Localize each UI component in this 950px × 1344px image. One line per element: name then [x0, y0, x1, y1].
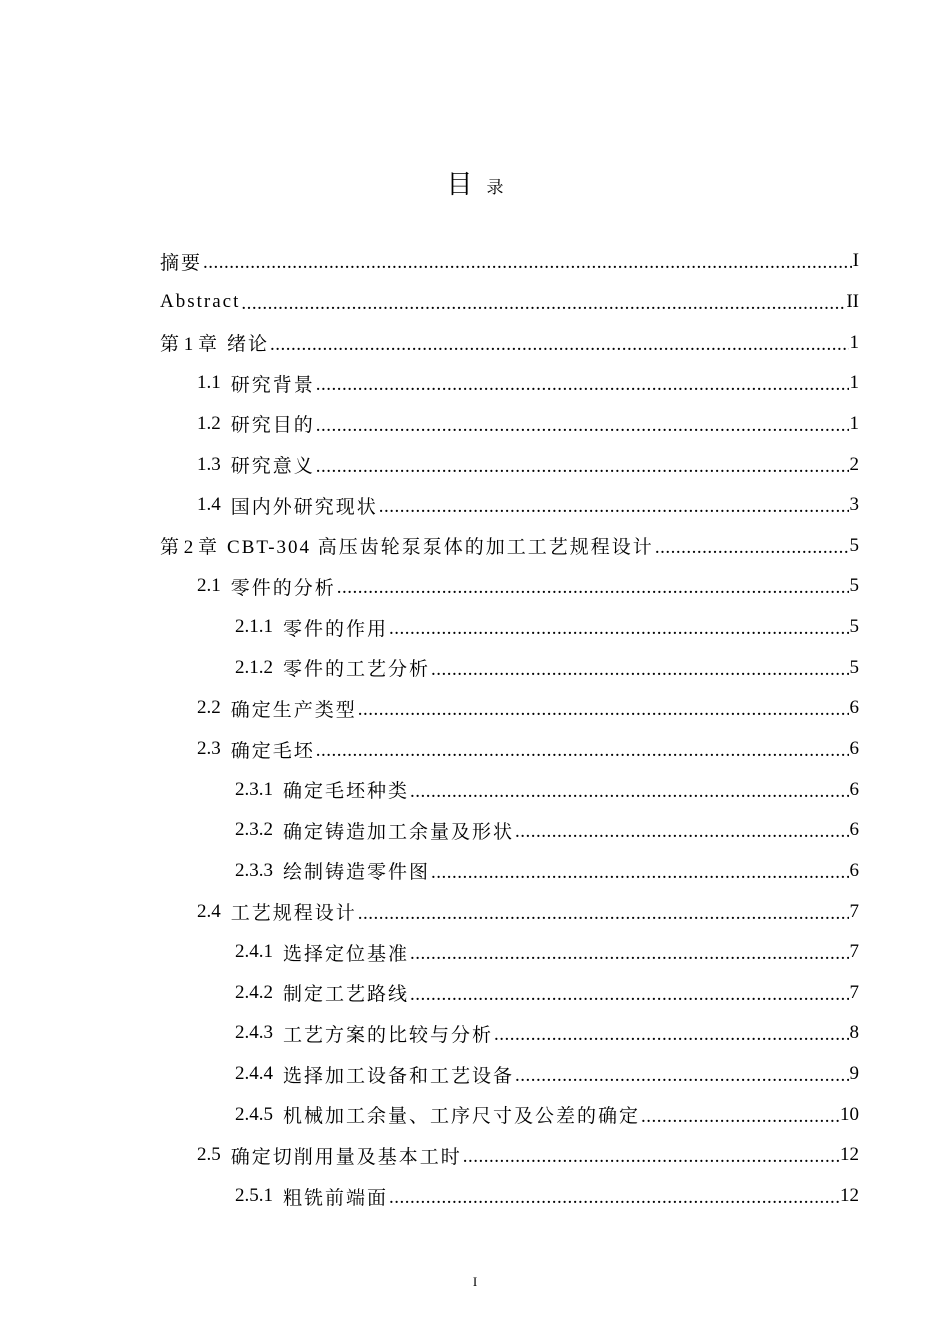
toc-entry-label: 零件的分析 [230, 577, 336, 599]
toc-entry[interactable] [160, 241, 859, 282]
toc-entry-label: 零件的工艺分析 [283, 659, 431, 681]
toc-entry[interactable] [160, 485, 859, 526]
toc-entry-number: 2.3.3 [235, 859, 273, 881]
toc-leader-dots [270, 334, 848, 356]
toc-entry[interactable] [160, 363, 859, 404]
toc-entry-number: 1.3 [197, 453, 221, 475]
toc-entry-label: 绘制铸造零件图 [283, 862, 431, 884]
toc-entry-number: 2.3 [197, 738, 221, 759]
toc-entry-label: CBT-304 高压齿轮泵泵体的加工工艺规程设计 [227, 537, 654, 559]
toc-entry-page: 6 [849, 697, 859, 719]
toc-entry-page: 1 [849, 372, 859, 394]
toc-leader-dots [241, 293, 845, 315]
toc-entry-page: 9 [849, 1063, 859, 1085]
toc-entry-page: 7 [849, 900, 859, 922]
toc-leader-dots [389, 1187, 839, 1209]
toc-entry-number: 1.2 [197, 412, 221, 434]
toc-leader-dots [316, 415, 849, 437]
toc-entry[interactable] [160, 1176, 859, 1217]
toc-entry-page: 1 [849, 331, 859, 353]
page-footer-number: I [472, 1274, 478, 1289]
toc-entry-label: 研究背景 [230, 374, 315, 396]
toc-leader-dots [316, 374, 849, 396]
toc-entry-label: 确定铸造加工余量及形状 [283, 821, 515, 843]
toc-leader-dots [410, 943, 848, 965]
toc-entry-page: 8 [849, 1022, 859, 1044]
toc-entry-number: 2.3.2 [235, 819, 273, 841]
toc-entry[interactable] [160, 1094, 859, 1135]
toc-entry-page: 6 [849, 819, 859, 841]
toc-entry-label: 确定切削用量及基本工时 [230, 1146, 462, 1168]
toc-entry-page: 7 [849, 941, 859, 963]
toc-entry-number: 第 2 章 [160, 537, 218, 559]
toc-leader-dots [431, 659, 848, 681]
toc-entry-number: 2.1 [197, 575, 221, 597]
toc-entry-page: 12 [840, 1185, 859, 1207]
toc-entry-page: 5 [849, 616, 859, 638]
toc-leader-dots [515, 1065, 848, 1087]
toc-entry-number: 2.1.2 [235, 656, 273, 678]
toc-entry-label: Abstract [160, 290, 241, 312]
toc-entry-page: II [846, 290, 859, 312]
toc-entry-label: 粗铣前端面 [283, 1187, 389, 1209]
toc-title-char-1: 目 [446, 170, 473, 200]
toc-entry[interactable] [160, 851, 859, 892]
toc-entry-number: 1.4 [197, 494, 221, 516]
toc-entry-number: 2.5 [197, 1144, 221, 1166]
table-of-contents [160, 241, 859, 1216]
toc-entry-number: 2.4.2 [235, 981, 273, 1003]
toc-entry-label: 研究目的 [230, 415, 315, 437]
toc-entry-number: 2.1.1 [235, 616, 273, 638]
toc-entry-number: 2.4.5 [235, 1103, 273, 1125]
toc-leader-dots [431, 862, 848, 884]
toc-entry[interactable] [160, 282, 859, 323]
toc-title [0, 164, 950, 201]
toc-entry-number: 2.4.4 [235, 1063, 273, 1085]
toc-entry-label: 机械加工余量、工序尺寸及公差的确定 [283, 1106, 641, 1128]
toc-entry-label: 确定毛坯 [230, 740, 315, 762]
toc-entry-number: 2.4 [197, 900, 221, 922]
toc-leader-dots [410, 781, 848, 803]
toc-leader-dots [316, 740, 849, 762]
toc-leader-dots [203, 252, 852, 274]
toc-leader-dots [358, 699, 849, 721]
toc-entry-label: 确定生产类型 [230, 699, 357, 721]
toc-entry-page: 6 [849, 738, 859, 759]
toc-entry[interactable] [160, 891, 859, 932]
toc-leader-dots [358, 903, 849, 925]
toc-entry-page: 5 [849, 534, 859, 556]
toc-entry-page: 10 [840, 1103, 859, 1125]
toc-entry[interactable] [160, 810, 859, 851]
toc-entry[interactable] [160, 729, 859, 770]
toc-entry-label: 国内外研究现状 [230, 496, 378, 518]
toc-leader-dots [463, 1146, 839, 1168]
toc-entry[interactable] [160, 1013, 859, 1054]
toc-leader-dots [337, 577, 849, 599]
toc-leader-dots [316, 456, 849, 478]
toc-entry[interactable] [160, 404, 859, 445]
toc-entry-page: 6 [849, 859, 859, 881]
toc-entry-page: 1 [849, 412, 859, 434]
toc-entry-number: 2.3.1 [235, 778, 273, 800]
toc-entry-label: 工艺方案的比较与分析 [283, 1024, 494, 1046]
toc-entry-label: 确定毛坯种类 [283, 781, 410, 803]
toc-entry-page: 5 [849, 575, 859, 597]
toc-leader-dots [641, 1106, 839, 1128]
toc-entry-label: 选择加工设备和工艺设备 [283, 1065, 515, 1087]
toc-entry-label: 选择定位基准 [283, 943, 410, 965]
toc-entry-number: 2.4.1 [235, 941, 273, 963]
toc-entry-page: 5 [849, 656, 859, 678]
toc-entry[interactable] [160, 322, 859, 363]
toc-entry-page: I [852, 250, 859, 272]
toc-entry-label: 摘要 [160, 252, 203, 274]
toc-entry[interactable] [160, 525, 859, 566]
toc-leader-dots [410, 984, 848, 1006]
toc-leader-dots [515, 821, 848, 843]
toc-entry-label: 制定工艺路线 [283, 984, 410, 1006]
toc-entry[interactable] [160, 647, 859, 688]
toc-entry[interactable] [160, 1054, 859, 1095]
toc-entry-number: 2.2 [197, 697, 221, 719]
toc-entry-label: 研究意义 [230, 456, 315, 478]
toc-entry-number: 2.5.1 [235, 1185, 273, 1207]
toc-entry[interactable] [160, 769, 859, 810]
toc-entry-label: 零件的作用 [283, 618, 389, 640]
toc-entry[interactable] [160, 566, 859, 607]
toc-entry[interactable] [160, 607, 859, 648]
toc-entry[interactable] [160, 973, 859, 1014]
toc-entry-number: 2.4.3 [235, 1022, 273, 1044]
toc-entry-page: 3 [849, 494, 859, 516]
toc-entry-page: 6 [849, 778, 859, 800]
toc-entry-label: 工艺规程设计 [230, 903, 357, 925]
toc-leader-dots [655, 537, 849, 559]
toc-leader-dots [494, 1024, 848, 1046]
toc-entry[interactable] [160, 1135, 859, 1176]
toc-entry-label: 绪论 [227, 334, 270, 356]
toc-entry[interactable] [160, 932, 859, 973]
toc-entry-page: 2 [849, 453, 859, 475]
toc-entry[interactable] [160, 444, 859, 485]
toc-entry-number: 第 1 章 [160, 334, 218, 356]
toc-entry-number: 1.1 [197, 372, 221, 394]
toc-entry-page: 12 [840, 1144, 859, 1166]
toc-leader-dots [379, 496, 849, 518]
toc-entry[interactable] [160, 688, 859, 729]
toc-title-char-2: 录 [486, 178, 504, 198]
toc-leader-dots [389, 618, 848, 640]
toc-entry-page: 7 [849, 981, 859, 1003]
